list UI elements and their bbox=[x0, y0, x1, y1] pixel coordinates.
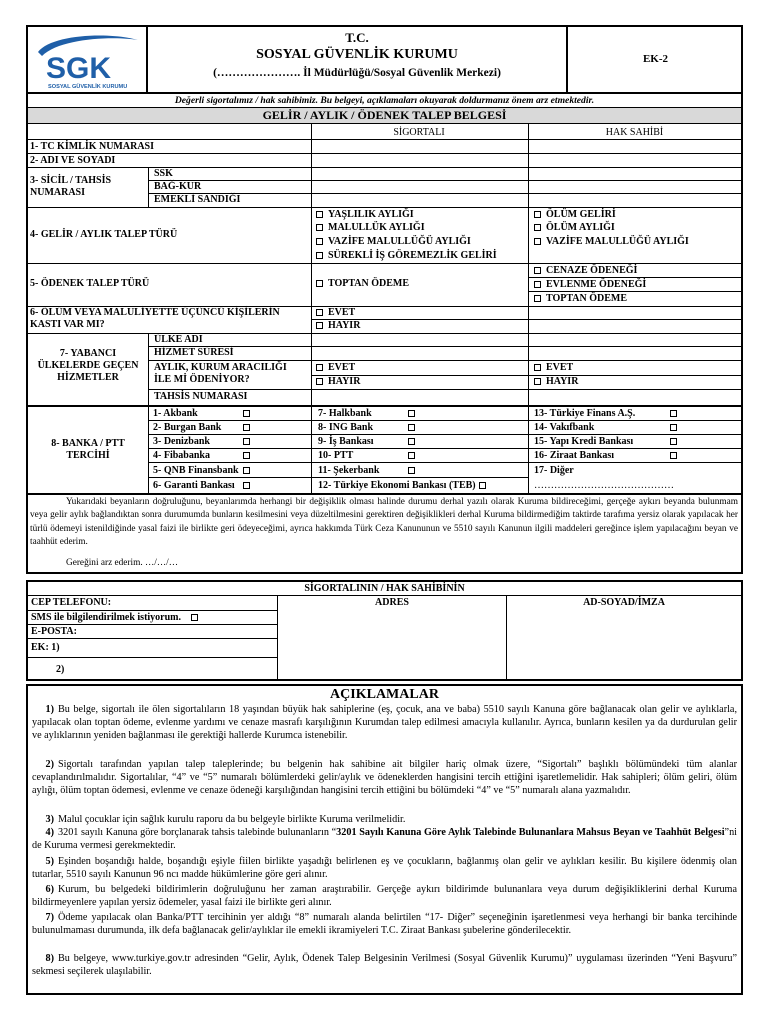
reg-bagkur-label: BAĞ-KUR bbox=[154, 181, 202, 192]
income-option-death-income[interactable]: ÖLÜM GELİRİ bbox=[534, 209, 616, 221]
checkbox[interactable] bbox=[316, 322, 323, 329]
abroad-paid-label: AYLIK, KURUM ARACILIĞI İLE Mİ ÖDENİYOR? bbox=[154, 362, 287, 385]
form-code: EK-2 bbox=[642, 53, 669, 65]
abroad-duration-label: HİZMET SÜRESİ bbox=[154, 347, 234, 358]
name-beneficiary-field[interactable] bbox=[529, 154, 741, 167]
checkbox[interactable] bbox=[243, 438, 250, 445]
checkbox[interactable] bbox=[534, 378, 541, 385]
declaration-end: Gereğini arz ederim. …/…/… bbox=[66, 558, 179, 568]
abroad-allocation-label: TAHSİS NUMARASI bbox=[154, 391, 248, 402]
checkbox[interactable] bbox=[316, 224, 323, 231]
abroad-insured-yes[interactable]: EVET bbox=[316, 362, 355, 374]
income-option-old-age[interactable]: YAŞLILIK AYLIĞI bbox=[316, 209, 414, 221]
bank-denizbank[interactable]: 3- Denizbank bbox=[153, 436, 210, 447]
income-option-duty-disability[interactable]: VAZİFE MALULLÜĞÜ AYLIĞI bbox=[316, 236, 471, 248]
allowance-option-marriage[interactable]: EVLENME ÖDENEĞİ bbox=[534, 279, 646, 291]
checkbox[interactable] bbox=[243, 410, 250, 417]
explanation-3: 3) Malul çocuklar için sağlık kurulu raporu da bu belgeyle birlikte Kuruma verilmelidir. bbox=[45, 814, 406, 825]
row-reg-label: 3- SİCİL / TAHSİS NUMARASI bbox=[30, 175, 112, 198]
bank-vakifbank[interactable]: 14- Vakıfbank bbox=[534, 422, 595, 433]
header-org: SOSYAL GÜVENLİK KURUMU bbox=[256, 47, 458, 62]
checkbox[interactable] bbox=[191, 614, 198, 621]
contact-title: SİGORTALININ / HAK SAHİBİNİN bbox=[304, 583, 465, 594]
row-income-label: 4- GELİR / AYLIK TALEP TÜRÜ bbox=[30, 229, 178, 240]
sgk-logo bbox=[30, 30, 142, 90]
checkbox[interactable] bbox=[316, 364, 323, 371]
checkbox[interactable] bbox=[243, 424, 250, 431]
explanations-title: AÇIKLAMALAR bbox=[330, 687, 439, 702]
row-name-label: 2- ADI VE SOYADI bbox=[30, 155, 116, 166]
checkbox[interactable] bbox=[670, 424, 677, 431]
third-party-no[interactable]: HAYIR bbox=[316, 320, 360, 332]
address-field[interactable] bbox=[279, 611, 505, 679]
explanation-6: 6) Kurum, bu belgedeki bildirimlerin doğruluğunu her zaman araştırabilir. Gerçeğe aykırı bildirimde bulunanlara veya durum değişikliklerini derhal Kuruma bildirmeyenlere yapılan yersiz ödemeler, yasal faizi ile birlikte geri alınır. bbox=[32, 884, 737, 908]
income-option-duty-disability-beneficiary[interactable]: VAZİFE MALULLÜĞÜ AYLIĞI bbox=[534, 236, 689, 248]
income-option-death-pension[interactable]: ÖLÜM AYLIĞI bbox=[534, 222, 615, 234]
signature-field[interactable] bbox=[508, 611, 740, 679]
income-option-disability[interactable]: MALULLÜK AYLIĞI bbox=[316, 222, 425, 234]
checkbox[interactable] bbox=[534, 224, 541, 231]
row-bank-label: 8- BANKA / PTT TERCİHİ bbox=[51, 438, 125, 461]
tc-beneficiary-field[interactable] bbox=[529, 140, 741, 153]
email-label: E-POSTA: bbox=[31, 626, 77, 637]
tc-insured-field[interactable] bbox=[312, 140, 527, 153]
bank-sekerbank[interactable]: 11- Şekerbank bbox=[318, 465, 380, 476]
bank-ptt[interactable]: 10- PTT bbox=[318, 450, 354, 461]
col-header-insured: SİGORTALI bbox=[393, 127, 445, 138]
checkbox[interactable] bbox=[534, 211, 541, 218]
explanation-1: 1) Bu belge, sigortalı ile ölen sigortalıların 18 yaşından büyük hak sahiplerine (eş, çocuk, ana ve baba) 5510 sayılı Kanuna göre bağlanacak olan gelir ve aylıklarla, yapılacak olan toptan ödeme, evlenme yardımı ve cenaze masrafı karşılığının Kurumdan talep edilmesi amacıyla kullanılır. Ayrıca, bunların kesilen ya da durdurulan gelir ve aylıklarının yeniden bağlanması ile gerektiği hallerde Kurumca istenebilir. bbox=[32, 704, 737, 741]
bank-halkbank[interactable]: 7- Halkbank bbox=[318, 408, 372, 419]
checkbox[interactable] bbox=[534, 238, 541, 245]
bank-yapikredi[interactable]: 15- Yapı Kredi Bankası bbox=[534, 436, 634, 447]
phone-label: CEP TELEFONU: bbox=[31, 597, 112, 608]
checkbox[interactable] bbox=[408, 410, 415, 417]
header-unit: (…………………. İl Müdürlüğü/Sosyal Güvenlik Merkezi) bbox=[213, 67, 501, 79]
logo-text: SGK bbox=[46, 52, 112, 85]
header-tc: T.C. bbox=[345, 30, 369, 45]
address-label: ADRES bbox=[375, 597, 409, 608]
logo-subtext: SOSYAL GÜVENLİK KURUMU bbox=[48, 84, 128, 90]
checkbox[interactable] bbox=[316, 252, 323, 259]
bank-qnb[interactable]: 5- QNB Finansbank bbox=[153, 465, 239, 476]
checkbox[interactable] bbox=[670, 438, 677, 445]
allowance-option-lump-sum[interactable]: TOPTAN ÖDEME bbox=[316, 278, 409, 290]
bank-fibabanka[interactable]: 4- Fibabanka bbox=[153, 450, 210, 461]
name-insured-field[interactable] bbox=[312, 154, 527, 167]
allowance-option-lump-sum-beneficiary[interactable]: TOPTAN ÖDEME bbox=[534, 293, 627, 305]
reg-emekli-label: EMEKLİ SANDIĞI bbox=[154, 194, 241, 205]
bank-other[interactable]: 17- Diğer bbox=[534, 465, 574, 476]
explanation-2: 2) Sigortalı tarafından yapılan talep taleplerinde; bu belgenin hak sahibine ait bilgiler hariç olmak üzere, “Sigortalı” başlıklı bölümündeki tüm alanlar cevaplandırılmalıdır. Sigortalılar, “4” ve “5” numaralı bölümlerdeki gelir/aylık ve ödeneklerden hangisini tercih ettiğini işaretlemelidir. Hak sahipleri; ölüm geliri, ölüm aylığı, ölüm toptan ödemesi, evlenme ve cenaze ödeneği karşılığından hangisini tercih ettiğini bu bölümdeki “4” ve “5” numaralı alana yazmalıdır. bbox=[32, 759, 737, 796]
explanation-5: 5) Eşinden boşandığı halde, boşandığı eşiyle fiilen birlikte yaşadığı belirlenen eş ve çocukların, bağlanmış olan gelir ve aylıkları kesilir. Bu kişilere ödenmiş olan tutarlar, 5510 sayılı Kanunun 96 ncı madde hükümlerine göre geri alınır. bbox=[32, 856, 737, 880]
row-abroad-label: 7- YABANCI ÜLKELERDE GEÇEN HİZMETLER bbox=[37, 348, 139, 383]
explanation-4: 4) 3201 sayılı Kanuna göre borçlanarak tahsis talebinde bulunanların “3201 Sayılı Kanuna Göre Aylık Talebinde Bulunanlara Mahsus Beyan ve Taahhüt Belgesi”ni de Kuruma vermesi gerekmektedir. bbox=[32, 827, 737, 851]
checkbox[interactable] bbox=[243, 452, 250, 459]
intro-text: Değerli sigortalımız / hak sahibimiz. Bu belgeyi, açıklamaları okuyarak doldurmanız önem arz etmektedir. bbox=[174, 95, 595, 106]
bank-ziraat[interactable]: 16- Ziraat Bankası bbox=[534, 450, 615, 461]
form-title: GELİR / AYLIK / ÖDENEK TALEP BELGESİ bbox=[262, 108, 507, 122]
bank-turkiye-finans[interactable]: 13- Türkiye Finans A.Ş. bbox=[534, 408, 636, 419]
third-party-yes[interactable]: EVET bbox=[316, 307, 355, 319]
abroad-beneficiary-no[interactable]: HAYIR bbox=[534, 376, 578, 388]
row-allowance-label: 5- ÖDENEK TALEP TÜRÜ bbox=[30, 278, 150, 289]
row-third-party-label: 6- ÖLÜM VEYA MALULİYETTE ÜÇÜNCÜ KİŞİLERİN KASTI VAR MI? bbox=[30, 307, 280, 330]
checkbox[interactable] bbox=[479, 482, 486, 489]
explanation-8: 8) Bu belgeye, www.turkiye.gov.tr adresinden “Gelir, Aylık, Ödenek Talep Belgesinin Verilmesi (Sosyal Güvenlik Kurumu)” uygulaması üzerinden “Yeni Başvuru” sekmesi seçilerek ulaşılabilir. bbox=[32, 953, 737, 977]
abroad-country-label: ÜLKE ADI bbox=[154, 334, 203, 345]
attachment-1-label: EK: 1) bbox=[31, 642, 60, 653]
abroad-insured-no[interactable]: HAYIR bbox=[316, 376, 360, 388]
checkbox[interactable] bbox=[316, 309, 323, 316]
checkbox[interactable] bbox=[670, 410, 677, 417]
abroad-beneficiary-yes[interactable]: EVET bbox=[534, 362, 573, 374]
checkbox[interactable] bbox=[408, 452, 415, 459]
bank-garanti[interactable]: 6- Garanti Bankası bbox=[153, 480, 235, 491]
checkbox[interactable] bbox=[243, 482, 250, 489]
bank-other-line[interactable]: …………………………………… bbox=[534, 480, 674, 491]
signature-label: AD-SOYAD/İMZA bbox=[583, 597, 665, 608]
checkbox[interactable] bbox=[534, 267, 541, 274]
bank-akbank[interactable]: 1- Akbank bbox=[153, 408, 198, 419]
checkbox[interactable] bbox=[670, 452, 677, 459]
allowance-option-funeral[interactable]: CENAZE ÖDENEĞİ bbox=[534, 265, 637, 277]
checkbox[interactable] bbox=[408, 467, 415, 474]
checkbox[interactable] bbox=[316, 378, 323, 385]
checkbox[interactable] bbox=[534, 281, 541, 288]
bank-teb[interactable]: 12- Türkiye Ekonomi Bankası (TEB) bbox=[318, 480, 486, 492]
bank-burgan[interactable]: 2- Burgan Bank bbox=[153, 422, 222, 433]
checkbox[interactable] bbox=[316, 238, 323, 245]
checkbox[interactable] bbox=[316, 280, 323, 287]
checkbox[interactable] bbox=[408, 424, 415, 431]
declaration-text: Yukarıdaki beyanların doğruluğunu, beyanlarımda herhangi bir değişiklik olması halinde durumu derhal yazılı olarak Kuruma bildireceğimi, gerçeğe aykırı beyanda bulunmam veya gelir aylık bağlandıktan sonra durumumda bunların kesilmesini veya düzeltilmesini gerektiren değişiklikleri derhal Kuruma bildirmediğim taktirde tarafıma yersiz olarak yapılacak her türlü ödemeyi istenildiğinde yasal faizi ile birlikte geri ödeyeceğimi, ayrıca hakkımda Türk Ceza Kanununun ve 5510 sayılı Kanunun ilgili maddeleri gereğince işlem yapılacağını beyan ve taahhüt ederim. bbox=[30, 497, 738, 548]
checkbox[interactable] bbox=[534, 364, 541, 371]
col-header-beneficiary: HAK SAHİBİ bbox=[605, 127, 664, 138]
checkbox[interactable] bbox=[408, 438, 415, 445]
checkbox[interactable] bbox=[534, 295, 541, 302]
explanation-7: 7) Ödeme yapılacak olan Banka/PTT tercihinin yer aldığı “8” numaralı alanda belirtilen “17- Diğer” seçeneğinin işaretlenmesi veya herhangi bir banka tercihinde bulunulmaması durumunda, ilk defa bağlanacak gelir/aylıklar ile emekli ikramiyeleri T.C. Ziraat Bankası şubelerine gönderilecektir. bbox=[32, 912, 737, 936]
bank-ing[interactable]: 8- ING Bank bbox=[318, 422, 374, 433]
row-tc-label: 1- TC KİMLİK NUMARASI bbox=[30, 141, 154, 152]
sms-option[interactable]: SMS ile bilgilendirilmek istiyorum. bbox=[31, 612, 198, 624]
checkbox[interactable] bbox=[316, 211, 323, 218]
bank-isbank[interactable]: 9- İş Bankası bbox=[318, 436, 374, 447]
attachment-2-label: 2) bbox=[56, 664, 65, 675]
checkbox[interactable] bbox=[243, 467, 250, 474]
income-option-permanent-incapacity[interactable]: SÜREKLİ İŞ GÖREMEZLİK GELİRİ bbox=[316, 250, 497, 262]
reg-ssk-label: SSK bbox=[154, 168, 173, 179]
